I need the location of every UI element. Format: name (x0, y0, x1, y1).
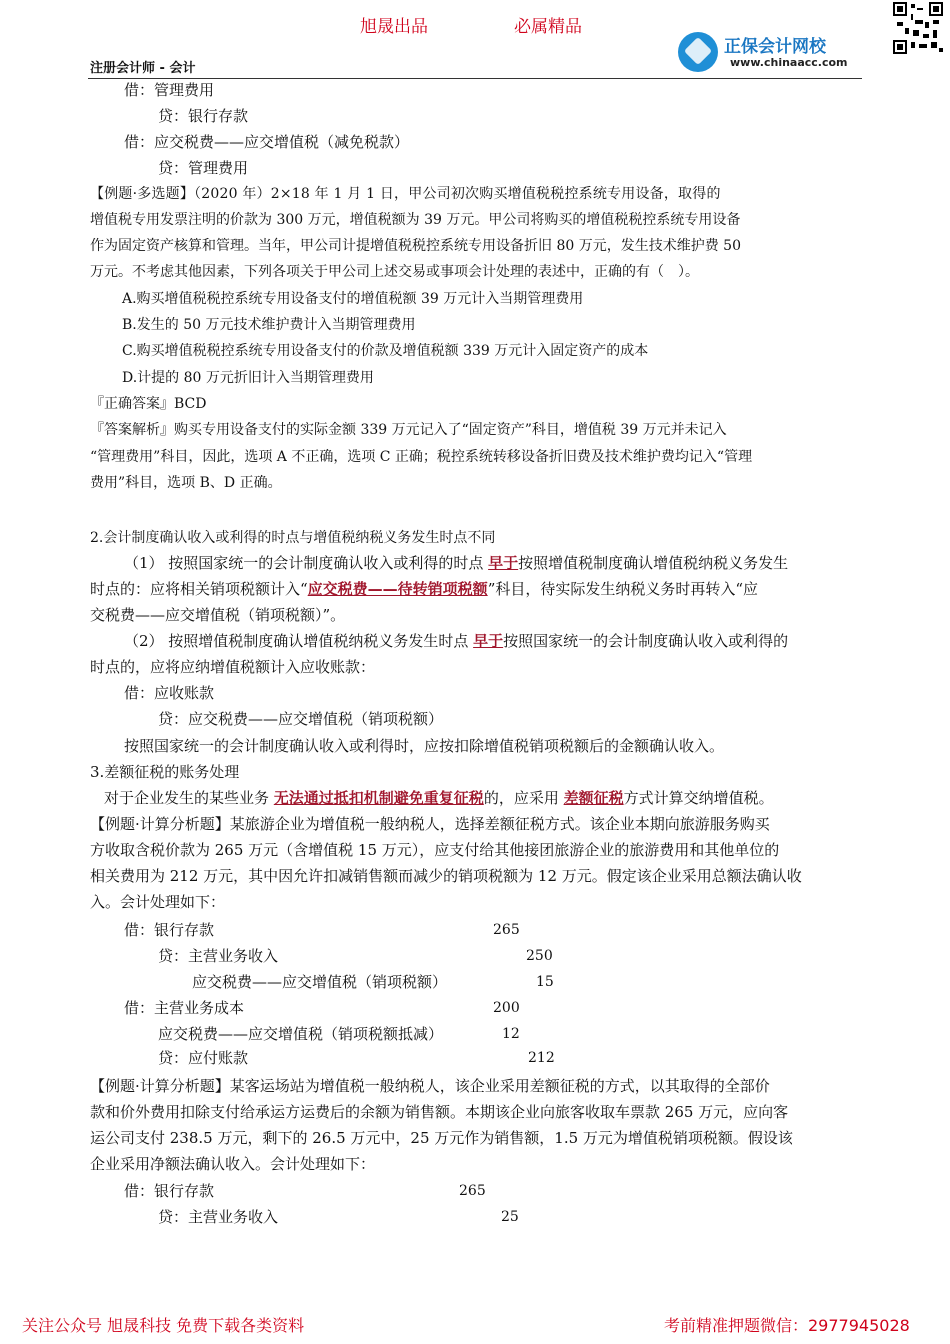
text: 对于企业发生的某些业务 (104, 789, 270, 807)
paragraph: 时点的，应将应纳增值税额计入应收账款： (90, 658, 376, 676)
paragraph (124, 631, 788, 651)
journal-line: 借：主营业务成本 (124, 999, 245, 1017)
emphasis: 无法通过抵扣机制避免重复征税 (273, 789, 484, 807)
journal-line: 贷：银行存款 (158, 107, 249, 125)
journal-amount: 265 (493, 922, 520, 938)
section-title: 3.差额征税的账务处理 (90, 763, 240, 781)
example-paragraph: 款和价外费用扣除支付给承运方运费后的余额为销售额。本期该企业向旅客收取车票款 265 万元，应向客 (90, 1103, 789, 1121)
option-d: D.计提的 80 万元折旧计入当期管理费用 (122, 370, 374, 386)
journal-line: 贷：应交税费——应交增值税（销项税额） (158, 710, 444, 728)
journal-amount: 25 (501, 1209, 519, 1225)
header-divider (88, 78, 862, 79)
emphasis: 差额征税 (563, 789, 624, 807)
example-paragraph: 增值税专用发票注明的价款为 300 万元，增值税额为 39 万元。甲公司将购买的增值税税控系统专用设备 (90, 212, 741, 228)
example-paragraph: 方收取含税价款为 265 万元（含增值税 15 万元），应支付给其他接团旅游企业的旅游费用和其他单位的 (90, 841, 780, 859)
paragraph (104, 788, 774, 808)
example-paragraph: 万元。不考虑其他因素，下列各项关于甲公司上述交易或事项会计处理的表述中，正确的有（ ）。 (90, 264, 699, 280)
logo-icon (678, 32, 718, 72)
text: ”科目，待实际发生纳税义务时再转入“应 (487, 580, 759, 598)
journal-line: 贷：应付账款 (158, 1049, 249, 1067)
paragraph (124, 553, 788, 573)
emphasis: 早于 (473, 632, 504, 650)
journal-amount: 212 (528, 1050, 555, 1066)
paragraph: 按照国家统一的会计制度确认收入或利得时，应按扣除增值税销项税额后的金额确认收入。 (124, 737, 725, 755)
text: 方式计算交纳增值税。 (623, 789, 774, 807)
logo-name: 正保会计网校 (724, 37, 826, 57)
journal-line: 借：应收账款 (124, 684, 215, 702)
example-paragraph: 相关费用为 212 万元，其中因允许扣减销售额而减少的销项税额为 12 万元。假定该企业采用总额法确认收 (90, 867, 802, 885)
text: （1） 按照国家统一的会计制度确认收入或利得的时点 (124, 554, 484, 572)
logo-url: www.chinaacc.com (730, 56, 848, 69)
journal-line: 借：管理费用 (124, 81, 215, 99)
example-paragraph: 【例题·计算分析题】某旅游企业为增值税一般纳税人，选择差额征税方式。该企业本期向旅游服务购买 (90, 815, 770, 833)
paragraph: 交税费——应交增值税（销项税额）”。 (90, 606, 346, 624)
answer-explanation: “管理费用”科目，因此，选项 A 不正确，选项 C 正确；税控系统转移设备折旧费及技术维护费均记入“管理 (90, 449, 753, 465)
example-paragraph: 入。会计处理如下： (90, 893, 226, 911)
subject-title: 注册会计师 - 会计 (90, 61, 196, 76)
option-b: B.发生的 50 万元技术维护费计入当期管理费用 (122, 317, 416, 333)
text: 按照增值税制度确认增值税纳税义务发生 (518, 554, 789, 572)
paragraph (90, 579, 758, 599)
journal-amount: 12 (502, 1026, 520, 1042)
journal-line: 贷：管理费用 (158, 159, 249, 177)
journal-amount: 200 (493, 1000, 520, 1016)
journal-line: 借：银行存款 (124, 921, 215, 939)
header-brand-right: 必属精品 (514, 17, 582, 37)
answer-explanation: 费用”科目，选项 B、D 正确。 (90, 475, 282, 491)
emphasis: 早于 (488, 554, 519, 572)
option-a: A.购买增值税税控系统专用设备支付的增值税额 39 万元计入当期管理费用 (122, 291, 584, 307)
example-paragraph: 【例题·计算分析题】某客运场站为增值税一般纳税人，该企业采用差额征税的方式，以其取得的全部价 (90, 1077, 770, 1095)
text: 的，应采用 (483, 789, 559, 807)
journal-line: 贷：主营业务收入 (158, 1208, 279, 1226)
qr-code-icon (893, 2, 943, 54)
logo (678, 30, 858, 74)
journal-amount: 15 (536, 974, 554, 990)
journal-amount: 265 (459, 1183, 486, 1199)
emphasis: 应交税费——待转销项税额 (307, 580, 488, 598)
journal-line: 借：应交税费——应交增值税（减免税款） (124, 133, 410, 151)
journal-amount: 250 (526, 948, 553, 964)
example-paragraph: 企业采用净额法确认收入。会计处理如下： (90, 1155, 376, 1173)
correct-answer: 『正确答案』BCD (90, 396, 207, 412)
footer-right: 考前精准押题微信：2977945028 (664, 1316, 910, 1335)
example-paragraph: 运公司支付 238.5 万元，剩下的 26.5 万元中，25 万元作为销售额，1.5 万元为增值税销项税额。假设该 (90, 1129, 793, 1147)
journal-line: 应交税费——应交增值税（销项税额） (192, 973, 448, 991)
journal-line: 贷：主营业务收入 (158, 947, 279, 965)
text: 按照国家统一的会计制度确认收入或利得的 (503, 632, 789, 650)
footer-left: 关注公众号 旭晟科技 免费下载各类资料 (22, 1316, 305, 1335)
example-paragraph: 【例题·多选题】（2020 年）2×18 年 1 月 1 日，甲公司初次购买增值税税控系统专用设备，取得的 (90, 186, 721, 202)
text: 时点的：应将相关销项税额计入“ (90, 580, 308, 598)
example-paragraph: 作为固定资产核算和管理。当年，甲公司计提增值税税控系统专用设备折旧 80 万元，发生技术维护费 50 (90, 238, 741, 254)
section-title: 2.会计制度确认收入或利得的时点与增值税纳税义务发生时点不同 (90, 530, 496, 546)
answer-explanation: 『答案解析』购买专用设备支付的实际金额 339 万元记入了“固定资产”科目，增值税 39 万元并未记入 (90, 422, 727, 438)
option-c: C.购买增值税税控系统专用设备支付的价款及增值税额 339 万元计入固定资产的成本 (122, 343, 649, 359)
journal-line: 应交税费——应交增值税（销项税额抵减） (158, 1025, 444, 1043)
text: （2） 按照增值税制度确认增值税纳税义务发生时点 (124, 632, 469, 650)
header-brand-left: 旭晟出品 (360, 17, 428, 37)
journal-line: 借：银行存款 (124, 1182, 215, 1200)
